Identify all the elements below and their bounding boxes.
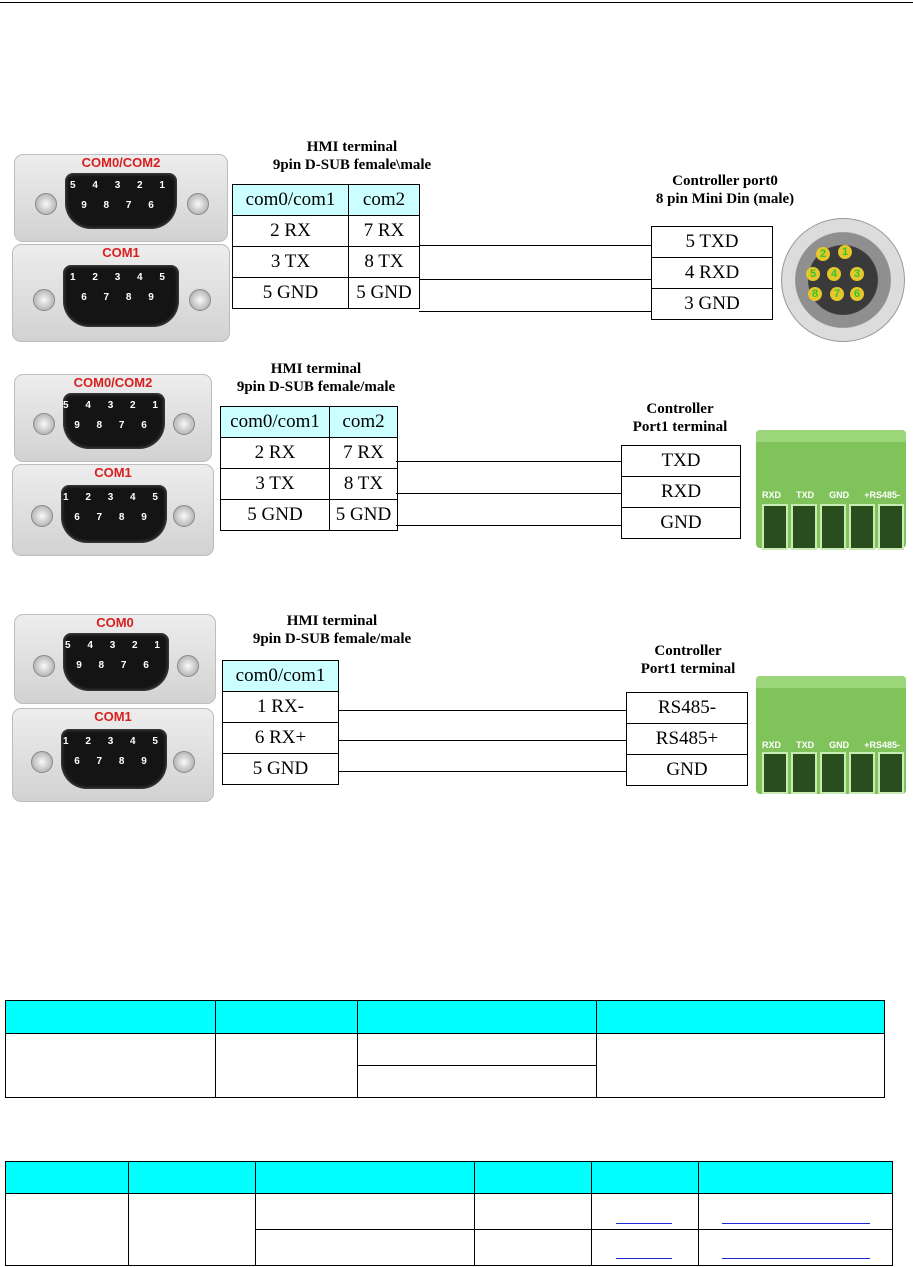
pin-cell: 7 RX <box>349 216 420 247</box>
screw-hole-icon <box>177 655 199 677</box>
terminal-label: TXD <box>796 490 815 500</box>
pin-row: 9 8 7 6 <box>76 660 156 671</box>
pin-cell: RS485- <box>627 693 748 724</box>
controller-pin-table <box>626 692 748 786</box>
terminal-labels <box>762 740 900 750</box>
table-header-cell <box>129 1162 256 1194</box>
hmi-caption-line1: HMI terminal <box>286 613 378 629</box>
pin-cell: GND <box>627 755 748 786</box>
db9-shell <box>61 729 167 789</box>
db9-shell <box>61 485 167 543</box>
pin-row: 6 7 8 9 <box>74 512 154 523</box>
page-top-rule <box>0 2 913 3</box>
screw-hole-icon <box>173 413 195 435</box>
pin-cell: 4 RXD <box>652 258 773 289</box>
terminal-slot <box>791 752 817 794</box>
hmi-caption-line1: HMI terminal <box>270 361 362 377</box>
link-underline[interactable] <box>722 1258 870 1259</box>
hmi-pin-table <box>222 660 339 785</box>
col-header: com2 <box>330 407 398 438</box>
wire <box>338 710 626 711</box>
screw-hole-icon <box>187 193 209 215</box>
controller-pin-table <box>621 445 741 539</box>
terminal-slot <box>878 752 904 794</box>
pin-cell: 8 TX <box>330 469 398 500</box>
col-header: com0/com1 <box>221 407 330 438</box>
terminal-label: GND <box>829 740 850 750</box>
pin-row: 1 2 3 4 5 <box>70 272 172 283</box>
pin-cell: 5 GND <box>330 500 398 531</box>
db9-connector-bottom <box>12 244 230 342</box>
terminal-block-top <box>756 430 906 442</box>
table-cell <box>592 1230 699 1266</box>
connector-label: COM0/COM2 <box>73 375 153 390</box>
pin-row: 5 4 3 2 1 <box>70 180 172 191</box>
controller-caption-line2: Port1 terminal <box>640 661 736 677</box>
hmi-caption-line1: HMI terminal <box>306 139 398 155</box>
terminal-label: RXD <box>762 740 782 750</box>
wire <box>419 245 652 246</box>
db9-connector-bottom <box>12 464 214 556</box>
pin-cell: 5 TXD <box>652 227 773 258</box>
link-underline[interactable] <box>722 1223 870 1224</box>
db9-connector-top <box>14 154 228 242</box>
wire <box>396 461 622 462</box>
pin-cell: 6 RX+ <box>223 723 339 754</box>
terminal-label: +RS485- <box>864 740 900 750</box>
db9-shell <box>63 265 179 327</box>
hmi-caption <box>206 360 426 396</box>
hmi-pin-table <box>232 184 420 309</box>
table-cell <box>129 1194 256 1266</box>
pin-cell: 1 RX- <box>223 692 339 723</box>
terminal-slot <box>762 504 788 550</box>
din-pin: 4 <box>827 267 841 281</box>
pin-row: 6 7 8 9 <box>74 756 154 767</box>
settings-table-2 <box>5 1161 893 1266</box>
hmi-caption <box>222 612 442 648</box>
link-underline[interactable] <box>616 1258 672 1259</box>
table-cell <box>592 1194 699 1230</box>
table-header-cell <box>256 1162 475 1194</box>
table-cell <box>358 1034 597 1066</box>
wire <box>396 493 622 494</box>
table-header-cell <box>592 1162 699 1194</box>
pin-row: 5 4 3 2 1 <box>63 400 165 411</box>
wire <box>338 740 626 741</box>
connector-label: COM1 <box>102 245 140 260</box>
db9-connector-bottom <box>12 708 214 802</box>
table-cell <box>256 1230 475 1266</box>
table-cell <box>6 1034 216 1098</box>
table-header-cell <box>216 1001 358 1034</box>
terminal-slot <box>849 752 875 794</box>
pin-row: 1 2 3 4 5 <box>63 492 165 503</box>
pin-row: 9 8 7 6 <box>74 420 154 431</box>
table-header-cell <box>358 1001 597 1034</box>
table-header-cell <box>597 1001 885 1034</box>
controller-caption <box>608 642 768 678</box>
screw-hole-icon <box>31 505 53 527</box>
din-pin: 6 <box>850 287 864 301</box>
din-pin: 8 <box>808 287 822 301</box>
pin-cell: GND <box>622 508 741 539</box>
screw-hole-icon <box>31 751 53 773</box>
terminal-label: GND <box>829 490 850 500</box>
controller-caption-line1: Controller <box>646 401 714 417</box>
terminal-block-icon <box>756 430 906 548</box>
table-header-cell <box>6 1001 216 1034</box>
terminal-block-top <box>756 676 906 688</box>
screw-hole-icon <box>189 289 211 311</box>
pin-cell: 5 GND <box>223 754 339 785</box>
terminal-label: RXD <box>762 490 782 500</box>
screw-hole-icon <box>33 413 55 435</box>
wire <box>419 279 652 280</box>
pin-cell: 5 GND <box>221 500 330 531</box>
db9-shell <box>63 393 165 449</box>
controller-caption-line2: Port1 terminal <box>632 419 728 435</box>
pin-cell: TXD <box>622 446 741 477</box>
link-underline[interactable] <box>616 1223 672 1224</box>
connector-label: COM0/COM2 <box>81 155 161 170</box>
din-pin: 7 <box>830 287 844 301</box>
pin-cell: 5 GND <box>233 278 349 309</box>
mini-din-8-connector-icon <box>781 218 905 342</box>
terminal-slot <box>849 504 875 550</box>
screw-hole-icon <box>173 505 195 527</box>
table-cell <box>597 1034 885 1098</box>
db9-shell <box>65 173 177 229</box>
table-cell <box>475 1230 592 1266</box>
pin-cell: 7 RX <box>330 438 398 469</box>
db9-shell <box>63 633 169 691</box>
hmi-caption-line2: 9pin D-SUB female\male <box>272 157 432 173</box>
controller-caption <box>620 172 830 208</box>
connector-label: COM1 <box>94 465 132 480</box>
terminal-label: TXD <box>796 740 815 750</box>
terminal-slot <box>820 504 846 550</box>
hmi-pin-table <box>220 406 398 531</box>
pin-cell: 3 TX <box>233 247 349 278</box>
pin-cell: 3 TX <box>221 469 330 500</box>
terminal-label: +RS485- <box>864 490 900 500</box>
pin-cell: RXD <box>622 477 741 508</box>
col-header: com2 <box>349 185 420 216</box>
hmi-caption-line2: 9pin D-SUB female/male <box>236 379 396 395</box>
screw-hole-icon <box>173 751 195 773</box>
pin-cell: 2 RX <box>233 216 349 247</box>
table-header-cell <box>699 1162 893 1194</box>
pin-cell: RS485+ <box>627 724 748 755</box>
controller-pin-table <box>651 226 773 320</box>
pin-row: 5 4 3 2 1 <box>65 640 167 651</box>
hmi-caption <box>232 138 472 174</box>
table-header-cell <box>6 1162 129 1194</box>
settings-table-1 <box>5 1000 885 1098</box>
table-cell <box>256 1194 475 1230</box>
terminal-slot <box>762 752 788 794</box>
screw-hole-icon <box>33 289 55 311</box>
db9-connector-top <box>14 614 216 704</box>
terminal-slot <box>820 752 846 794</box>
wire <box>338 771 626 772</box>
pin-row: 9 8 7 6 <box>81 200 161 211</box>
terminal-block-icon <box>756 676 906 794</box>
db9-connector-top <box>14 374 212 462</box>
pin-cell: 2 RX <box>221 438 330 469</box>
controller-caption-line1: Controller port0 <box>672 173 778 189</box>
din-pin: 5 <box>806 267 820 281</box>
terminal-slot <box>791 504 817 550</box>
screw-hole-icon <box>35 193 57 215</box>
table-cell <box>699 1194 893 1230</box>
hmi-caption-line2: 9pin D-SUB female/male <box>252 631 412 647</box>
table-cell <box>699 1230 893 1266</box>
controller-caption-line2: 8 pin Mini Din (male) <box>655 191 795 207</box>
din-pin: 2 <box>816 247 830 261</box>
wire <box>419 311 652 312</box>
pin-row: 1 2 3 4 5 <box>63 736 165 747</box>
controller-caption <box>600 400 760 436</box>
terminal-slot <box>878 504 904 550</box>
din-pin: 3 <box>850 267 864 281</box>
wire <box>396 525 622 526</box>
connector-label: COM0 <box>96 615 134 630</box>
col-header: com0/com1 <box>233 185 349 216</box>
pin-cell: 3 GND <box>652 289 773 320</box>
pin-row: 6 7 8 9 <box>81 292 161 303</box>
connector-label: COM1 <box>94 709 132 724</box>
table-cell <box>475 1194 592 1230</box>
col-header: com0/com1 <box>223 661 339 692</box>
terminal-labels <box>762 490 900 500</box>
screw-hole-icon <box>33 655 55 677</box>
table-cell <box>6 1194 129 1266</box>
table-cell <box>216 1034 358 1098</box>
din-pin: 1 <box>838 245 852 259</box>
pin-cell: 8 TX <box>349 247 420 278</box>
controller-caption-line1: Controller <box>654 643 722 659</box>
table-header-cell <box>475 1162 592 1194</box>
table-cell <box>358 1066 597 1098</box>
pin-cell: 5 GND <box>349 278 420 309</box>
